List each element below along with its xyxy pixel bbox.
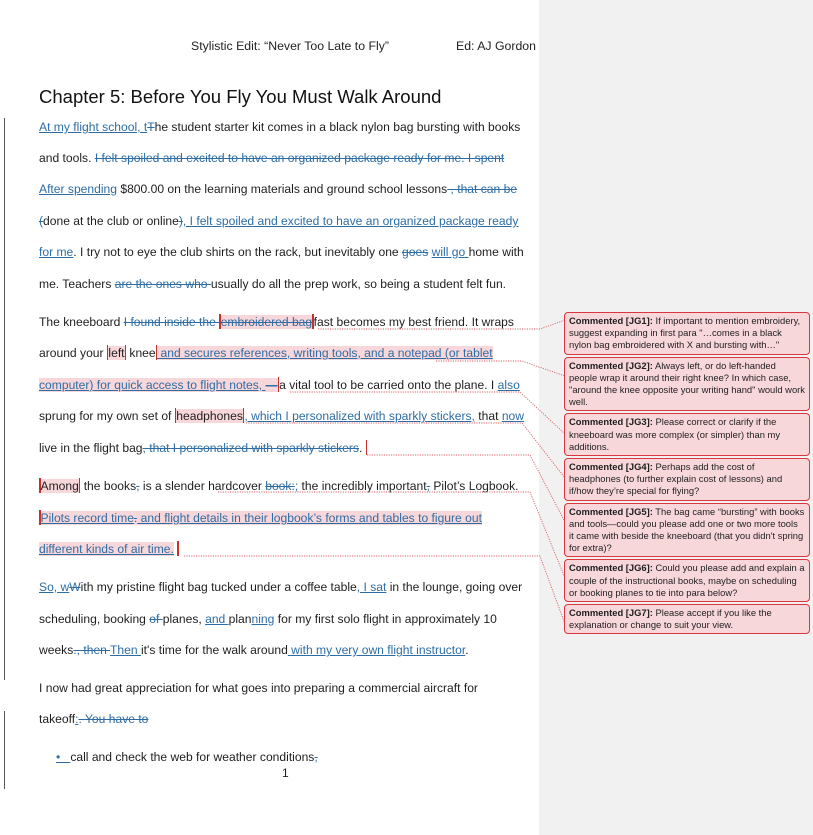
commented-text[interactable]: Among bbox=[40, 479, 79, 493]
text: Pilot’s Logbook. bbox=[429, 479, 519, 493]
commented-insertion[interactable]: and flight details in their logbook’s forms and tables to figure out bbox=[137, 511, 482, 525]
insertion[interactable]: now bbox=[501, 409, 525, 423]
text: home with bbox=[468, 245, 524, 259]
text-line[interactable] bbox=[39, 510, 482, 526]
insertion[interactable]: So, w bbox=[39, 580, 70, 594]
deletion[interactable]: ) bbox=[178, 214, 183, 228]
text-line[interactable] bbox=[39, 642, 469, 658]
comment-text: Always left, or do left-handed people wrap it around their right knee? In which case, "around the knee opposite your writing hand" would work well. bbox=[569, 359, 805, 408]
text: he student starter kit comes in a black nylon bag bursting with books bbox=[154, 120, 521, 134]
insertion[interactable]: for me bbox=[39, 245, 74, 259]
comment-text: Perhaps add the cost of headphones (to further explain cost of lessons) and if/how they’re special for flying? bbox=[569, 461, 783, 497]
insertion[interactable]: also bbox=[497, 378, 520, 392]
commented-insertion[interactable]: and secures references, writing tools, and a notepad (or tablet bbox=[157, 346, 493, 360]
text: . bbox=[358, 441, 363, 455]
deletion[interactable]: . You have to bbox=[78, 712, 149, 726]
bullet-list-item[interactable] bbox=[56, 749, 318, 765]
comment-jg1[interactable] bbox=[564, 312, 810, 355]
text: call and check the web for weather conditions bbox=[70, 750, 315, 764]
text-line[interactable] bbox=[39, 345, 493, 361]
text: planes, bbox=[162, 612, 206, 626]
comment-jg7[interactable] bbox=[564, 604, 810, 634]
text: $800.00 on the learning materials and ground school lessons bbox=[117, 182, 448, 196]
text: live in the flight bag bbox=[39, 441, 143, 455]
text-line[interactable] bbox=[39, 213, 518, 229]
text: and tools. bbox=[39, 151, 95, 165]
text: The kneeboard bbox=[39, 315, 124, 329]
deletion[interactable]: , bbox=[426, 479, 430, 493]
deletion[interactable]: T bbox=[147, 120, 155, 134]
text-line[interactable] bbox=[39, 150, 504, 166]
comment-anchor bbox=[366, 440, 368, 455]
comment-label: Commented [JG1]: bbox=[569, 315, 653, 326]
comment-text: Please correct or clarify if the kneeboard was more complex (or simpler) than my additions. bbox=[569, 416, 781, 452]
insertion[interactable]: : bbox=[75, 712, 79, 726]
comment-jg3[interactable] bbox=[564, 413, 810, 456]
text: me. Teachers bbox=[39, 277, 115, 291]
deletion[interactable]: , bbox=[314, 750, 318, 764]
deletion[interactable]: , that can be bbox=[447, 182, 518, 196]
text: I now had great appreciation for what goes into preparing a commercial aircraft for bbox=[39, 681, 478, 695]
deletion[interactable]: , that I personalized with sparkly stickers bbox=[142, 441, 359, 455]
commented-insertion[interactable]: different kinds of air time. bbox=[39, 542, 174, 556]
text: the incredibly important bbox=[298, 479, 427, 493]
text: in the lounge, going over bbox=[386, 580, 523, 594]
comment-label: Commented [JG5]: bbox=[569, 505, 653, 517]
deletion[interactable]: , bbox=[136, 479, 140, 493]
insertion[interactable]: At my flight school, t bbox=[39, 120, 148, 134]
text-line[interactable] bbox=[39, 680, 478, 696]
deletion[interactable]: I found inside the bbox=[123, 315, 220, 329]
comment-label: Commented [JG7]: bbox=[569, 607, 653, 619]
commented-text[interactable]: headphones bbox=[176, 409, 243, 423]
text: ith my pristine flight bag tucked under a coffee table bbox=[80, 580, 357, 594]
text: that bbox=[474, 409, 502, 423]
comment-jg6[interactable] bbox=[564, 559, 810, 602]
comment-text: If important to mention embroidery, suggest expanding in first para "…comes in a black nylon bag embroidered with X and bursting with…" bbox=[569, 315, 801, 351]
insertion[interactable]: will go bbox=[431, 245, 469, 259]
deletion[interactable]: I felt spoiled and excited to have an organized package ready for me. I spent bbox=[94, 151, 505, 165]
comment-jg2[interactable] bbox=[564, 357, 810, 412]
text: around your bbox=[39, 346, 107, 360]
comment-label: Commented [JG6]: bbox=[569, 562, 653, 574]
text-line[interactable] bbox=[39, 377, 520, 393]
deletion[interactable]: — bbox=[265, 378, 278, 392]
text-line[interactable] bbox=[39, 541, 179, 557]
comment-text: The bag came “bursting” with books and tools—could you please add one or two more tools it came with beside the kneeboard (that you didn't spring for extra)? bbox=[569, 505, 805, 554]
text: it's time for the walk around bbox=[140, 643, 288, 657]
insertion[interactable]: , I felt spoiled and excited to have an organized package ready bbox=[182, 214, 519, 228]
commented-text[interactable]: left bbox=[108, 346, 125, 360]
text-line[interactable] bbox=[39, 244, 524, 260]
text-line[interactable] bbox=[39, 119, 520, 135]
deletion[interactable]: ., then bbox=[73, 643, 111, 657]
text: usually do all the prep work, so being a student felt fun. bbox=[210, 277, 507, 291]
text: is a slender hardcover bbox=[139, 479, 266, 493]
text: fast becomes my best friend. It wraps bbox=[313, 315, 514, 329]
deletion[interactable]: ( bbox=[39, 214, 44, 228]
deletion[interactable]: are the ones who bbox=[114, 277, 211, 291]
insertion[interactable]: and bbox=[205, 612, 229, 626]
insertion[interactable]: Then bbox=[110, 643, 141, 657]
text-line[interactable] bbox=[39, 181, 517, 197]
header-title: Stylistic Edit: “Never Too Late to Fly” bbox=[191, 39, 389, 53]
header-editor: Ed: AJ Gordon bbox=[456, 39, 536, 53]
comment-text: Could you please add and explain a couple of the instructional books, maybe on scheduling or booking planes to tie into para below? bbox=[569, 562, 805, 598]
insertion[interactable]: with my very own flight instructor bbox=[287, 643, 466, 657]
comment-jg4[interactable] bbox=[564, 458, 810, 501]
insertion[interactable]: , I sat bbox=[356, 580, 387, 594]
commented-deletion[interactable]: embroidered bag bbox=[220, 315, 313, 329]
text-line[interactable] bbox=[39, 711, 148, 727]
comments-column bbox=[564, 312, 810, 634]
change-bar bbox=[4, 118, 5, 680]
text-line[interactable] bbox=[39, 478, 518, 494]
text-line[interactable] bbox=[39, 408, 524, 424]
commented-insertion[interactable]: computer) for quick access to flight notes, bbox=[39, 378, 266, 392]
text: weeks bbox=[39, 643, 74, 657]
comment-label: Commented [JG4]: bbox=[569, 461, 653, 473]
insertion[interactable]: After spending bbox=[39, 182, 117, 196]
text: the books bbox=[80, 479, 137, 493]
comment-jg5[interactable] bbox=[564, 503, 810, 558]
text: . I try not to eye the club shirts on the rack, but inevitably one bbox=[73, 245, 403, 259]
page-number: 1 bbox=[282, 766, 289, 780]
bullet-icon: • bbox=[56, 750, 61, 764]
chapter-title[interactable]: Chapter 5: Before You Fly You Must Walk Around bbox=[39, 86, 442, 107]
text-line[interactable] bbox=[39, 276, 506, 292]
deletion[interactable]: of bbox=[149, 612, 163, 626]
comment-label: Commented [JG2]: bbox=[569, 359, 653, 371]
insertion[interactable]: , which I personalized with sparkly stickers, bbox=[244, 409, 475, 423]
text-line[interactable] bbox=[39, 314, 514, 330]
text-line[interactable] bbox=[39, 579, 522, 595]
deletion[interactable]: . bbox=[133, 511, 138, 525]
deletion[interactable]: book: bbox=[265, 479, 295, 493]
comment-anchor-end bbox=[177, 541, 179, 556]
text: sprung for my own set of bbox=[39, 409, 175, 423]
comment-label: Commented [JG3]: bbox=[569, 416, 653, 428]
text: takeoff bbox=[39, 712, 76, 726]
commented-insertion[interactable]: Pilots record time bbox=[40, 511, 134, 525]
text: plan bbox=[228, 612, 252, 626]
deletion[interactable]: W bbox=[69, 580, 81, 594]
text-line[interactable] bbox=[39, 440, 367, 456]
text: scheduling, booking bbox=[39, 612, 150, 626]
text: for my first solo flight in approximately 10 bbox=[274, 612, 497, 626]
insertion[interactable]: ning bbox=[251, 612, 275, 626]
insertion[interactable]: ; bbox=[294, 479, 299, 493]
text: done at the club or online bbox=[43, 214, 179, 228]
text: . bbox=[465, 643, 469, 657]
text: knee bbox=[126, 346, 156, 360]
text-line[interactable] bbox=[39, 611, 497, 627]
comment-text: Please accept if you like the explanation or change to suit your view. bbox=[569, 607, 772, 631]
deletion[interactable]: goes bbox=[402, 245, 429, 259]
change-bar bbox=[4, 711, 5, 789]
text: a vital tool to be carried onto the plane. I bbox=[279, 378, 498, 392]
